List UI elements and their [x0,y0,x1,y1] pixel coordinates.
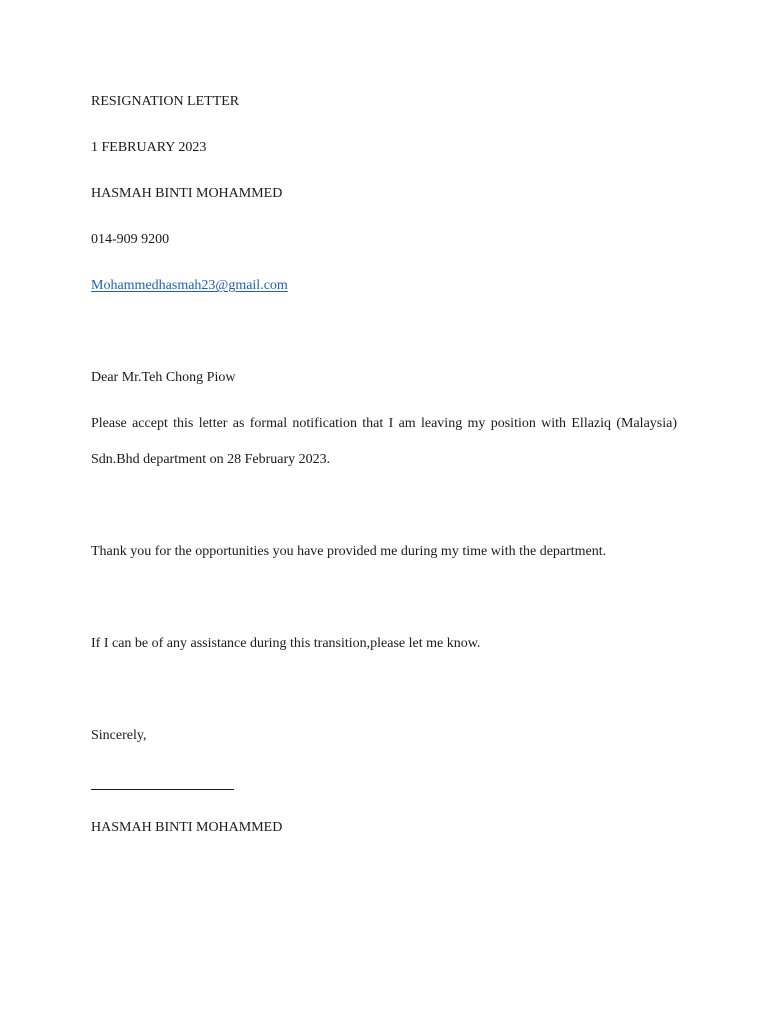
paragraph-notification: Please accept this letter as formal notification that I am leaving my position with Ellaziq (Malaysia) Sdn.Bhd department on 28 February 2023. [91,416,677,467]
paragraph-thanks: Thank you for the opportunities you have provided me during my time with the department. [91,544,607,559]
sender-name: HASMAH BINTI MOHAMMED [91,186,283,201]
salutation: Dear Mr.Teh Chong Piow [91,370,236,385]
letter-heading: RESIGNATION LETTER [91,94,240,109]
signature-name: HASMAH BINTI MOHAMMED [91,820,283,835]
letter-date: 1 FEBRUARY 2023 [91,140,207,155]
signature-line [91,789,234,790]
closing: Sincerely, [91,728,147,743]
sender-phone: 014-909 9200 [91,232,170,247]
paragraph-assistance: If I can be of any assistance during this transition,please let me know. [91,636,481,651]
sender-email-link[interactable]: Mohammedhasmah23@gmail.com [91,278,288,293]
